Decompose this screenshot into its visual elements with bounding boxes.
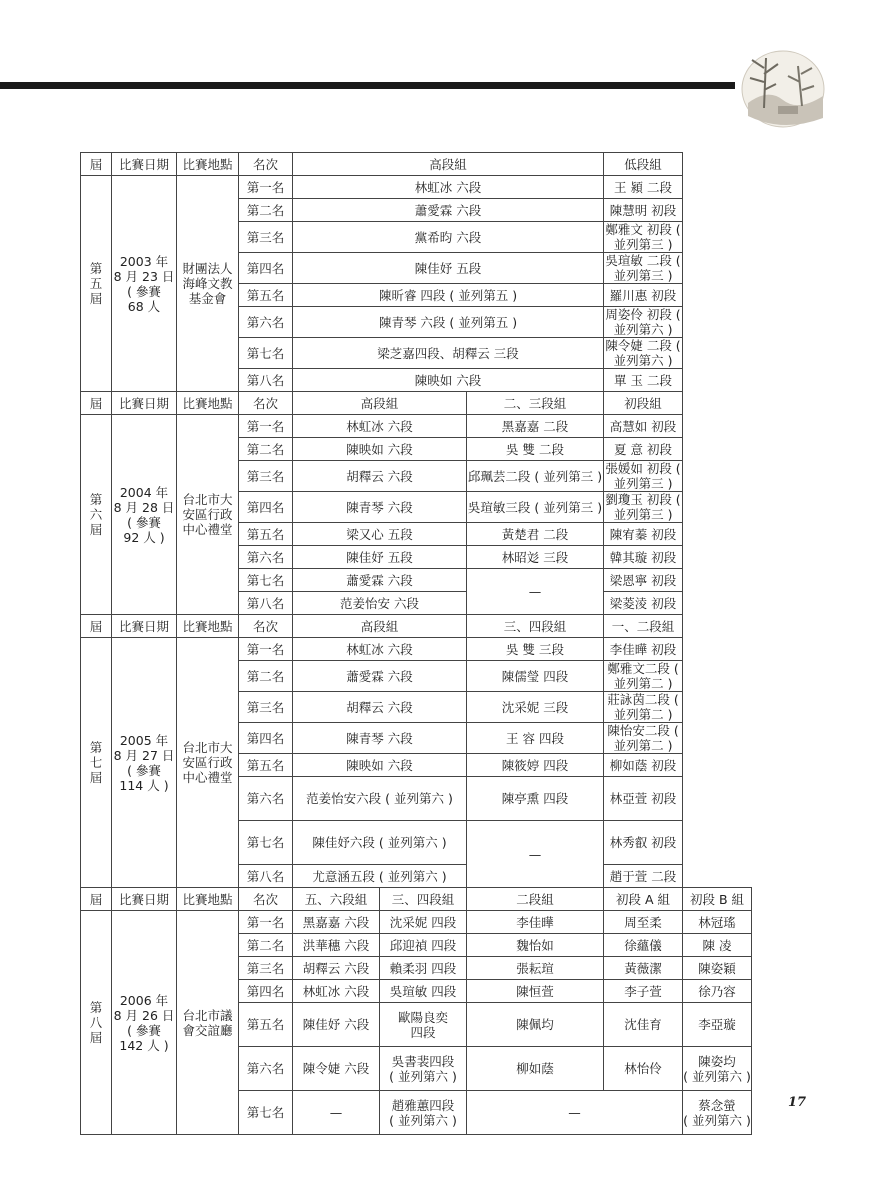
column-header: 二段組	[467, 888, 604, 911]
ink-painting-emblem-icon	[738, 48, 828, 130]
column-header: 屆	[81, 888, 112, 911]
result-cell: 沈采妮 四段	[380, 911, 467, 934]
place-cell: 第四名	[239, 253, 293, 284]
result-cell: —	[293, 1091, 380, 1135]
place-cell: 第八名	[239, 369, 293, 392]
result-cell: 尤意涵五段 ( 並列第六 )	[293, 865, 467, 888]
result-cell: 柳如蔭 初段	[604, 754, 683, 777]
date-cell: 2006 年 8 月 26 日 ( 參賽 142 人 )	[112, 911, 177, 1135]
column-header: 名次	[239, 888, 293, 911]
result-cell: 林亞萱 初段	[604, 777, 683, 821]
result-cell: —	[467, 1091, 683, 1135]
result-cell: 陳映如 六段	[293, 369, 604, 392]
result-cell: 吳 雙 二段	[467, 438, 604, 461]
session-cell: 第 八 屆	[81, 911, 112, 1135]
section-header-row	[81, 888, 752, 911]
result-cell: 陳佳妤六段 ( 並列第六 )	[293, 821, 467, 865]
venue-cell: 台北市大 安區行政 中心禮堂	[177, 415, 239, 615]
venue-cell: 台北市議 會交誼廳	[177, 911, 239, 1135]
place-cell: 第八名	[239, 865, 293, 888]
column-header: 名次	[239, 392, 293, 415]
column-header: 二、三段組	[467, 392, 604, 415]
result-cell: 李子萱	[604, 980, 683, 1003]
result-cell: 柳如蔭	[467, 1047, 604, 1091]
table-row	[81, 911, 752, 934]
result-cell: 陳青琴 六段	[293, 492, 467, 523]
result-cell: 胡釋云 六段	[293, 692, 467, 723]
column-header: 高段組	[293, 153, 604, 176]
column-header: 比賽日期	[112, 153, 177, 176]
result-cell: 趙雅蕙四段 ( 並列第六 )	[380, 1091, 467, 1135]
result-cell: 邱迎禎 四段	[380, 934, 467, 957]
result-cell: 胡釋云 六段	[293, 461, 467, 492]
result-cell: 周至柔	[604, 911, 683, 934]
place-cell: 第六名	[239, 1047, 293, 1091]
column-header: 三、四段組	[380, 888, 467, 911]
result-cell: 吳瑄敏 四段	[380, 980, 467, 1003]
result-cell: 陳映如 六段	[293, 438, 467, 461]
result-cell: 蕭愛霖 六段	[293, 661, 467, 692]
result-cell: 陳 凌	[683, 934, 752, 957]
result-cell: 賴柔羽 四段	[380, 957, 467, 980]
result-cell: 梁恩寧 初段	[604, 569, 683, 592]
column-header: 一、二段組	[604, 615, 683, 638]
date-cell: 2004 年 8 月 28 日 ( 參賽 92 人 )	[112, 415, 177, 615]
column-header: 比賽地點	[177, 615, 239, 638]
result-cell: 徐蘊儀	[604, 934, 683, 957]
column-header: 低段組	[604, 153, 683, 176]
place-cell: 第五名	[239, 754, 293, 777]
result-cell: 林虹冰 六段	[293, 415, 467, 438]
tournament-results-table	[80, 152, 752, 1135]
place-cell: 第二名	[239, 661, 293, 692]
result-cell: 林秀叡 初段	[604, 821, 683, 865]
result-cell: 李佳曄	[467, 911, 604, 934]
result-cell: 羅川惠 初段	[604, 284, 683, 307]
result-cell: 陳映如 六段	[293, 754, 467, 777]
column-header: 屆	[81, 153, 112, 176]
place-cell: 第一名	[239, 638, 293, 661]
result-cell: 吳 雙 三段	[467, 638, 604, 661]
result-cell: 林虹冰 六段	[293, 638, 467, 661]
session-cell: 第 七 屆	[81, 638, 112, 888]
place-cell: 第一名	[239, 415, 293, 438]
result-cell: 范姜怡安六段 ( 並列第六 )	[293, 777, 467, 821]
place-cell: 第六名	[239, 307, 293, 338]
page-number: 17	[788, 1095, 807, 1110]
result-cell: 沈佳育	[604, 1003, 683, 1047]
result-cell: 陳恒萱	[467, 980, 604, 1003]
result-cell: 林昭彣 三段	[467, 546, 604, 569]
result-cell: 莊詠茵二段 ( 並列第二 )	[604, 692, 683, 723]
place-cell: 第三名	[239, 957, 293, 980]
column-header: 屆	[81, 392, 112, 415]
column-header: 初段 A 組	[604, 888, 683, 911]
result-cell: 陳亭熏 四段	[467, 777, 604, 821]
result-cell: 陳宥蓁 初段	[604, 523, 683, 546]
column-header: 比賽地點	[177, 392, 239, 415]
result-cell: 陳佳妤 六段	[293, 1003, 380, 1047]
date-cell: 2003 年 8 月 23 日 ( 參賽 68 人	[112, 176, 177, 392]
place-cell: 第四名	[239, 980, 293, 1003]
result-cell: 高慧如 初段	[604, 415, 683, 438]
table-row	[81, 415, 752, 438]
place-cell: 第三名	[239, 692, 293, 723]
header-bar	[0, 82, 735, 89]
place-cell: 第七名	[239, 821, 293, 865]
result-cell: 黑嘉嘉 二段	[467, 415, 604, 438]
result-cell: 蕭愛霖 六段	[293, 199, 604, 222]
table-row	[81, 638, 752, 661]
table-row	[81, 176, 752, 199]
place-cell: 第六名	[239, 777, 293, 821]
section-header-row	[81, 392, 752, 415]
result-cell: 林冠瑤	[683, 911, 752, 934]
result-cell: 陳青琴 六段	[293, 723, 467, 754]
result-cell: 陳筱婷 四段	[467, 754, 604, 777]
result-cell: 張媛如 初段 ( 並列第三 )	[605, 461, 681, 491]
session-cell: 第 六 屆	[81, 415, 112, 615]
place-cell: 第七名	[239, 338, 293, 369]
result-cell: 鄭雅文 初段 ( 並列第三 )	[605, 222, 681, 252]
result-cell: 胡釋云 六段	[293, 957, 380, 980]
place-cell: 第六名	[239, 546, 293, 569]
result-cell: 林虹冰 六段	[293, 980, 380, 1003]
result-cell: 蕭愛霖 六段	[293, 569, 467, 592]
place-cell: 第八名	[239, 592, 293, 615]
result-cell: 陳慧明 初段	[604, 199, 683, 222]
section-header-row	[81, 153, 752, 176]
result-cell: 張耘瑄	[467, 957, 604, 980]
result-cell: 鄭雅文二段 ( 並列第二 )	[604, 661, 683, 692]
column-header: 名次	[239, 153, 293, 176]
result-cell: 歐陽良奕 四段	[380, 1003, 467, 1047]
column-header: 屆	[81, 615, 112, 638]
place-cell: 第四名	[239, 723, 293, 754]
column-header: 比賽日期	[112, 888, 177, 911]
place-cell: 第五名	[239, 523, 293, 546]
place-cell: 第三名	[239, 222, 293, 253]
result-cell: 王 潁 二段	[604, 176, 683, 199]
column-header: 三、四段組	[467, 615, 604, 638]
result-cell: 陳青琴 六段 ( 並列第五 )	[293, 307, 604, 338]
column-header: 比賽地點	[177, 153, 239, 176]
column-header: 比賽日期	[112, 392, 177, 415]
column-header: 初段組	[604, 392, 683, 415]
result-cell: 范姜怡安 六段	[293, 592, 467, 615]
result-cell: —	[467, 821, 604, 888]
result-cell: 黨希昀 六段	[293, 222, 604, 253]
result-cell: 李佳曄 初段	[604, 638, 683, 661]
place-cell: 第五名	[239, 284, 293, 307]
venue-cell: 台北市大 安區行政 中心禮堂	[177, 638, 239, 888]
place-cell: 第二名	[239, 199, 293, 222]
column-header: 高段組	[293, 615, 467, 638]
result-cell: 吳瑄敏三段 ( 並列第三 )	[467, 492, 604, 523]
result-cell: 陳佳妤 五段	[293, 546, 467, 569]
result-cell: 林怡伶	[604, 1047, 683, 1091]
section-header-row	[81, 615, 752, 638]
result-cell: 陳令婕 六段	[293, 1047, 380, 1091]
result-cell: 趙于萱 二段	[604, 865, 683, 888]
result-cell: 陳昕睿 四段 ( 並列第五 )	[293, 284, 604, 307]
result-cell: 徐乃容	[683, 980, 752, 1003]
place-cell: 第二名	[239, 934, 293, 957]
result-cell: 劉瓊玉 初段 ( 並列第三 )	[605, 492, 681, 522]
result-cell: 蔡念螢 ( 並列第六 )	[683, 1091, 752, 1135]
place-cell: 第七名	[239, 1091, 293, 1135]
place-cell: 第七名	[239, 569, 293, 592]
result-cell: 梁芝嘉四段、胡釋云 三段	[293, 338, 604, 369]
place-cell: 第三名	[239, 461, 293, 492]
result-cell: 魏怡如	[467, 934, 604, 957]
result-cell: —	[467, 569, 604, 615]
result-cell: 黃薇潔	[604, 957, 683, 980]
result-cell: 沈采妮 三段	[467, 692, 604, 723]
result-cell: 黑嘉嘉 六段	[293, 911, 380, 934]
session-cell: 第 五 屆	[81, 176, 112, 392]
column-header: 高段組	[293, 392, 467, 415]
venue-cell: 財團法人 海峰文教 基金會	[177, 176, 239, 392]
result-cell: 邱珮芸二段 ( 並列第三 )	[467, 461, 604, 492]
result-cell: 陳令婕 二段 ( 並列第六 )	[605, 338, 681, 368]
result-cell: 王 容 四段	[467, 723, 604, 754]
result-cell: 黃楚君 二段	[467, 523, 604, 546]
place-cell: 第四名	[239, 492, 293, 523]
result-cell: 陳儒瑩 四段	[467, 661, 604, 692]
result-cell: 吳書裴四段 ( 並列第六 )	[380, 1047, 467, 1091]
column-header: 五、六段組	[293, 888, 380, 911]
result-cell: 周姿伶 初段 ( 並列第六 )	[605, 307, 681, 337]
column-header: 比賽日期	[112, 615, 177, 638]
result-cell: 林虹冰 六段	[293, 176, 604, 199]
result-cell: 李亞璇	[683, 1003, 752, 1047]
result-cell: 陳姿穎	[683, 957, 752, 980]
result-cell: 陳佩均	[467, 1003, 604, 1047]
result-cell: 韓其璇 初段	[604, 546, 683, 569]
result-cell: 梁又心 五段	[293, 523, 467, 546]
place-cell: 第五名	[239, 1003, 293, 1047]
place-cell: 第一名	[239, 911, 293, 934]
result-cell: 陳怡安二段 ( 並列第二 )	[604, 723, 683, 754]
column-header: 比賽地點	[177, 888, 239, 911]
result-cell: 陳佳妤 五段	[293, 253, 604, 284]
result-cell: 吳瑄敏 二段 ( 並列第三 )	[605, 253, 681, 283]
result-cell: 單 玉 二段	[604, 369, 683, 392]
place-cell: 第一名	[239, 176, 293, 199]
result-cell: 洪華穗 六段	[293, 934, 380, 957]
result-cell: 夏 意 初段	[604, 438, 683, 461]
result-cell: 陳姿均 ( 並列第六 )	[683, 1047, 752, 1091]
result-cell: 梁菱淩 初段	[604, 592, 683, 615]
column-header: 名次	[239, 615, 293, 638]
date-cell: 2005 年 8 月 27 日 ( 參賽 114 人 )	[112, 638, 177, 888]
column-header: 初段 B 組	[683, 888, 752, 911]
place-cell: 第二名	[239, 438, 293, 461]
